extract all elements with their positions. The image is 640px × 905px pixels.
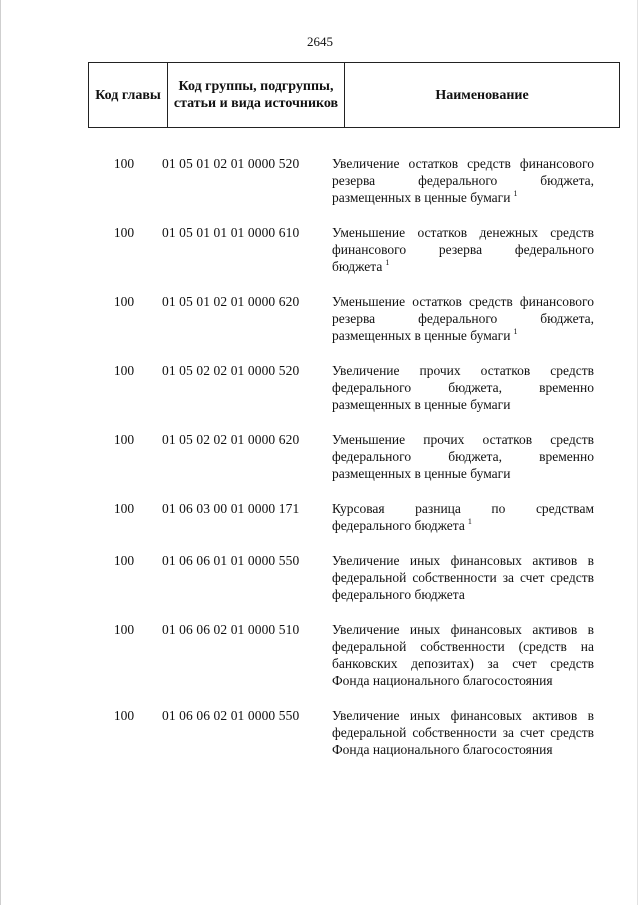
name-text: Увеличение остатков средств финансового резерва федерального бюджета, размещенных в ценные бумаги bbox=[332, 156, 594, 205]
table-row bbox=[88, 224, 594, 275]
chapter-code-cell: 100 bbox=[113, 553, 135, 568]
name-text: Увеличение иных финансовых активов в федеральной собственности за счет средств федерального бюджета bbox=[332, 553, 594, 602]
name-text: Уменьшение остатков средств финансового резерва федерального бюджета, размещенных в ценные бумаги bbox=[332, 294, 594, 343]
name-cell bbox=[332, 293, 594, 344]
table-row bbox=[88, 621, 594, 689]
table-row bbox=[88, 293, 594, 344]
name-cell bbox=[332, 362, 594, 413]
source-code-cell: 01 05 02 02 01 0000 520 bbox=[162, 363, 300, 378]
source-code-cell: 01 06 06 01 01 0000 550 bbox=[162, 553, 300, 568]
source-code-cell: 01 06 06 02 01 0000 550 bbox=[162, 708, 300, 723]
chapter-code-cell: 100 bbox=[113, 156, 135, 171]
table-row bbox=[88, 431, 594, 482]
footnote-marker: 1 bbox=[513, 327, 518, 336]
name-cell bbox=[332, 500, 594, 534]
chapter-code-cell: 100 bbox=[113, 708, 135, 723]
header-name: Наименование bbox=[345, 63, 620, 128]
name-text: Увеличение прочих остатков средств федерального бюджета, временно размещенных в ценные бумаги bbox=[332, 363, 594, 412]
scan-left-edge bbox=[0, 0, 1, 905]
chapter-code-cell: 100 bbox=[113, 363, 135, 378]
source-code-cell: 01 05 01 02 01 0000 620 bbox=[162, 294, 300, 309]
name-cell bbox=[332, 621, 594, 689]
page-number: 2645 bbox=[307, 34, 333, 49]
footnote-marker: 1 bbox=[513, 189, 518, 198]
chapter-code-cell: 100 bbox=[113, 501, 135, 516]
source-code-cell: 01 06 06 02 01 0000 510 bbox=[162, 622, 300, 637]
header-source-code: Код группы, подгруппы, статьи и вида источников bbox=[168, 63, 345, 128]
footnote-marker: 1 bbox=[467, 517, 472, 526]
name-text: Увеличение иных финансовых активов в федеральной собственности (средств на банковских депозитах) за счет средств Фонда национального благосостояния bbox=[332, 622, 594, 688]
name-cell bbox=[332, 707, 594, 758]
name-text: Увеличение иных финансовых активов в федеральной собственности за счет средств Фонда национального благосостояния bbox=[332, 708, 594, 757]
name-text: Курсовая разница по средствам федерального бюджета bbox=[332, 501, 594, 533]
table-row bbox=[88, 155, 594, 206]
scan-right-edge bbox=[637, 0, 638, 905]
name-cell bbox=[332, 552, 594, 603]
table-row bbox=[88, 500, 594, 534]
table-row bbox=[88, 707, 594, 758]
chapter-code-cell: 100 bbox=[113, 294, 135, 309]
chapter-code-cell: 100 bbox=[113, 622, 135, 637]
name-text: Уменьшение прочих остатков средств федерального бюджета, временно размещенных в ценные бумаги bbox=[332, 432, 594, 481]
source-code-cell: 01 05 02 02 01 0000 620 bbox=[162, 432, 300, 447]
source-code-cell: 01 05 01 02 01 0000 520 bbox=[162, 156, 300, 171]
header-chapter-code: Код главы bbox=[89, 63, 168, 128]
table-header bbox=[88, 62, 620, 128]
source-code-cell: 01 05 01 01 01 0000 610 bbox=[162, 225, 300, 240]
source-code-cell: 01 06 03 00 01 0000 171 bbox=[162, 501, 300, 516]
table-row bbox=[88, 362, 594, 413]
name-cell bbox=[332, 224, 594, 275]
table-row bbox=[88, 552, 594, 603]
table-body bbox=[88, 155, 594, 776]
chapter-code-cell: 100 bbox=[113, 225, 135, 240]
footnote-marker: 1 bbox=[385, 258, 390, 267]
name-cell bbox=[332, 155, 594, 206]
name-text: Уменьшение остатков денежных средств финансового резерва федерального бюджета bbox=[332, 225, 594, 274]
name-cell bbox=[332, 431, 594, 482]
chapter-code-cell: 100 bbox=[113, 432, 135, 447]
